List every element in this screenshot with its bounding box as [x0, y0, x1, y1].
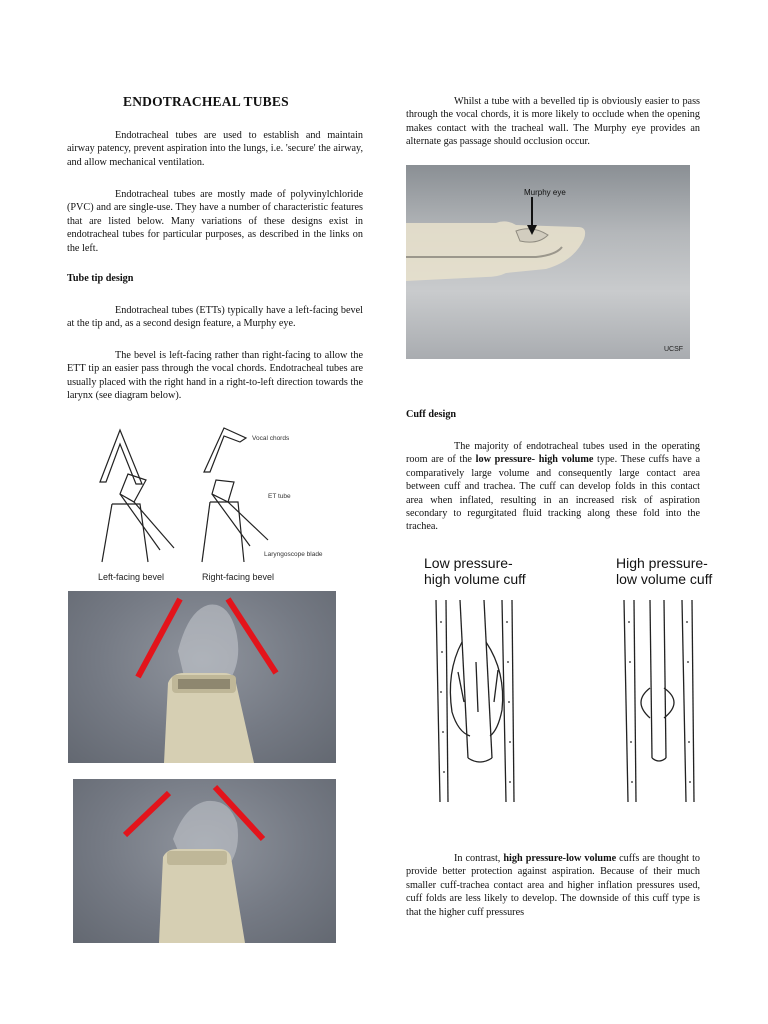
- high-pressure-title-1: High pressure-: [616, 555, 708, 571]
- high-pressure-title-2: low volume cuff: [616, 571, 713, 587]
- ett-paragraph: Endotracheal tubes (ETTs) typically have a left-facing bevel at the tip and, as a second design feature, a Murphy eye.: [67, 305, 363, 330]
- laryngoscope-photo-1: [68, 591, 336, 763]
- red-line-left: [138, 599, 180, 677]
- left-facing-caption: Left-facing bevel: [98, 572, 165, 582]
- bevel-diagram: [90, 422, 340, 584]
- vocal-chords-shape-left: [100, 430, 142, 484]
- vocal-chords-shape-right: [204, 428, 246, 472]
- cuff-diagram: [406, 552, 728, 808]
- laryngoscope-label: Laryngoscope blade: [264, 551, 323, 558]
- cuff-design-heading: Cuff design: [406, 409, 457, 420]
- tube-tip-heading: Tube tip design: [67, 273, 134, 284]
- murphy-eye-label: Murphy eye: [524, 188, 566, 197]
- low-pressure-paragraph: The majority of endotracheal tubes used in the operating room are of the low pressure- high volume type. These cuffs have a comparatively large volume and consequently large contact area between cuff and trachea. The cuff can develop folds in this contact area when inflated, resulting in an increased risk of aspiration secondary to regurgitated fluid tracking along these fold into the trachea.: [406, 441, 700, 533]
- high-pressure-paragraph: In contrast, high pressure-low volume cuffs are thought to provide better protection against aspiration. Because of their much smaller cuff-trachea contact area and higher inflation pressures used, cuff folds are less likely to develop. The downside of this cuff type is that the higher cuff pressures: [406, 853, 700, 918]
- bevel-diagram-svg: [90, 422, 340, 584]
- bevel-paragraph: The bevel is left-facing rather than right-facing to allow the ETT tip an easier pass through the vocal chords. Endotracheal tubes are usually placed with the right hand in a right-to-left direction towards the larynx (see diagram below).: [67, 350, 363, 402]
- right-facing-caption: Right-facing bevel: [202, 572, 275, 582]
- low-pressure-title-2: high volume cuff: [424, 571, 526, 587]
- red-line-left-2: [125, 793, 169, 835]
- intro-paragraph: Endotracheal tubes are used to establish and maintain airway patency, prevent aspiration into the lungs, i.e. 'secure' the airway, and allow mechanical ventilation.: [67, 130, 363, 168]
- murphy-eye-photo: [406, 165, 690, 359]
- occlusion-paragraph: Whilst a tube with a bevelled tip is obviously easier to pass through the vocal chords, it is more likely to occlude when the opening makes contact with the tracheal wall. The Murphy eye provides an alternate gas passage should occlusion occur.: [406, 96, 700, 148]
- vocal-chords-label: Vocal chords: [252, 435, 290, 442]
- laryngoscope-photo-2: [73, 779, 336, 943]
- pvc-paragraph: Endotracheal tubes are mostly made of polyvinylchloride (PVC) and are single-use. They have a number of characteristic features that are listed below. Many variations of these designs exist in endotracheal tubes for particular purposes, as described in the links on the left.: [67, 189, 363, 254]
- et-tube-label: ET tube: [268, 493, 291, 500]
- ucsf-credit: UCSF: [664, 346, 684, 353]
- low-pressure-title-1: Low pressure-: [424, 555, 513, 571]
- page-title: ENDOTRACHEAL TUBES: [123, 94, 289, 109]
